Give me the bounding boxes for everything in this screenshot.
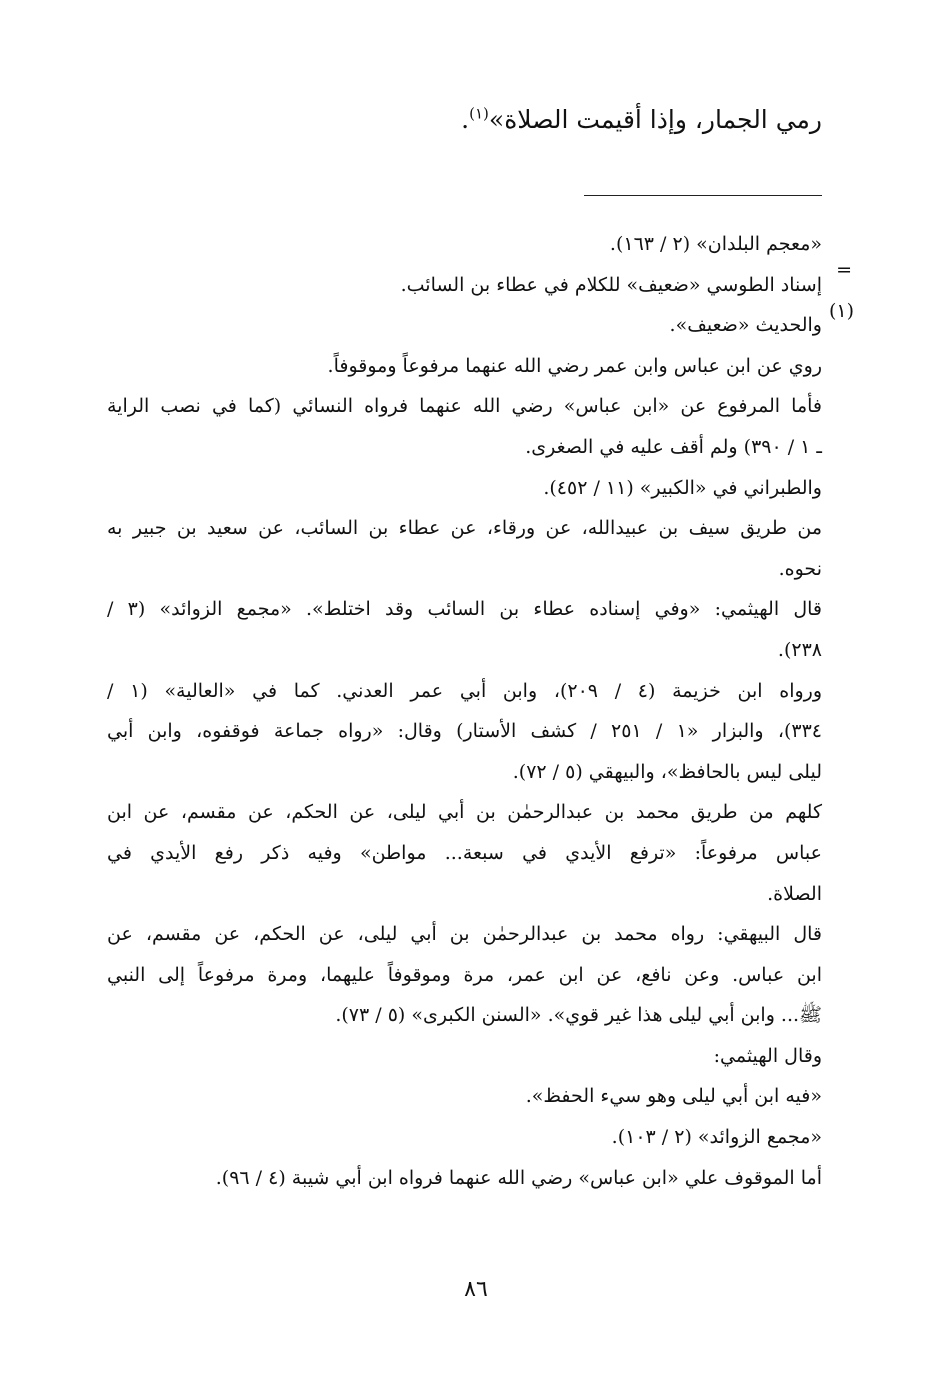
page-number: ٨٦ [464,1277,488,1302]
footnote-line: فأما المرفوع عن «ابن عباس» رضي الله عنهما فرواه النسائي (كما في نصب الراية [107,395,822,418]
footnote-line: وقال الهيثمي: [713,1044,822,1067]
footnote-line: كلهم من طريق محمد بن عبدالرحمٰن بن أبي ليلى، عن الحكم، عن مقسم، عن ابن [107,801,822,824]
footnote-number: (١) [828,299,854,322]
footnote-line: قال البيهقي: رواه محمد بن عبدالرحمٰن بن أبي ليلى، عن الحكم، عن مقسم، عن [107,923,822,946]
footnote-line: نحوه. [778,557,822,580]
main-text-line: رمي الجمار، وإذا أقيمت الصلاة» [488,105,822,134]
footnote-line: ٣٣٤)، والبزار «١ / ٢٥١ / كشف الأستار) وقال: «رواه جماعة فوقفوه، وابن أبي [107,720,823,743]
footnote-line: ابن عباس. وعن نافع، عن ابن عمر، مرة وموقوفاً عليهما، ومرة مرفوعاً إلى النبي [107,963,822,986]
footnote-line: ليلى ليس بالحافظ»، والبيهقي (٥ / ٧٢). [512,760,822,783]
footnote-line: ـ ١ / ٣٩٠) ولم أقف عليه في الصغرى. [525,435,822,458]
footnote-line: ورواه ابن خزيمة (٤ / ٢٠٩)، وابن أبي عمر العدني. كما في «العالية» (١ / [107,679,822,702]
footnote-line: ٢٣٨). [777,638,822,661]
footnote-line: الصلاة. [767,882,822,905]
footnote-line: روي عن ابن عباس وابن عمر رضي الله عنهما مرفوعاً وموقوفاً. [327,354,822,377]
footnote-line: إسناد الطوسي «ضعيف» للكلام في عطاء بن السائب. [400,273,822,296]
footnote-line: عباس مرفوعاً: «ترفع الأيدي في سبعة... مواطن» وفيه ذكر رفع الأيدي في [107,841,822,864]
footnote-numbered-line [107,265,854,322]
main-text [122,100,822,140]
footnote-line: ﷺ... وابن أبي ليلى هذا غير قوي». «السنن الكبرى» (٥ / ٧٣). [335,1004,822,1027]
continuation-mark: = [836,259,852,281]
footnote-continuation-line [107,224,852,281]
main-text-end: . [461,105,470,134]
footnotes-block [107,224,854,1198]
footnote-line: «مجمع الزوائد» (٢ / ١٠٣). [611,1126,822,1149]
footnote-line: «فيه ابن أبي ليلى وهو سيء الحفظ». [525,1085,822,1108]
footnote-line: «معجم البلدان» (٢ / ١٦٣). [609,233,822,255]
footnote-separator [584,195,822,196]
footnote-reference: (١) [469,104,489,123]
footnote-line: والحديث «ضعيف». [669,314,822,337]
footnote-line: والطبراني في «الكبير» (١١ / ٤٥٢). [543,476,822,499]
footnote-line: من طريق سيف بن عبيدالله، عن ورقاء، عن عطاء بن السائب، عن سعيد بن جبير به [107,517,822,540]
footnote-line: قال الهيثمي: «وفي إسناده عطاء بن السائب وقد اختلط». «مجمع الزوائد» (٣ / [107,598,822,621]
footnote-line: أما الموقوف علي «ابن عباس» رضي الله عنهما فرواه ابن أبي شيبة (٤ / ٩٦). [215,1166,822,1189]
